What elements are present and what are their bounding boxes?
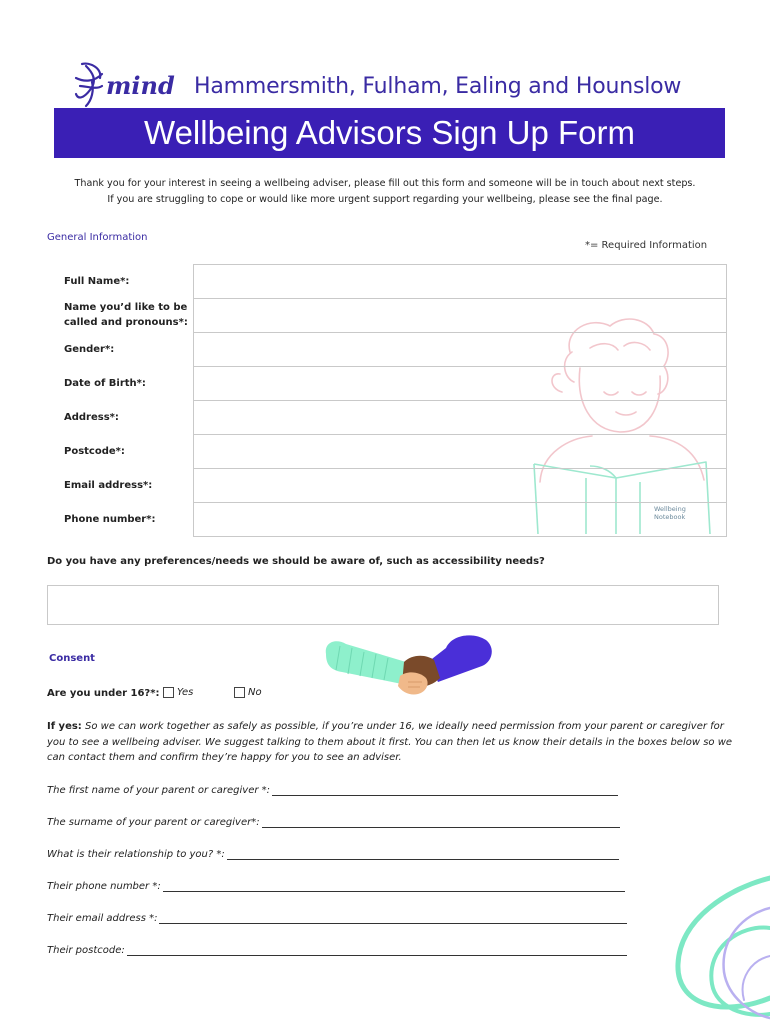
general-information-table — [50, 264, 725, 536]
intro-line-1: Thank you for your interest in seeing a wellbeing adviser, please fill out this form and someone will be in touch about next steps. — [74, 178, 696, 189]
if-yes-paragraph — [47, 719, 737, 766]
parent-first-name-label: The first name of your parent or caregiver *: — [47, 785, 271, 796]
parent-phone-input[interactable] — [163, 881, 625, 892]
date-of-birth-label: Date of Birth*: — [64, 377, 146, 389]
required-information-note: *= Required Information — [585, 240, 708, 251]
gender-input[interactable] — [193, 332, 727, 367]
consent-heading: Consent — [49, 653, 95, 664]
organisation-name: Hammersmith, Fulham, Ealing and Hounslow — [194, 74, 682, 99]
parent-surname-label: The surname of your parent or caregiver*: — [47, 817, 260, 828]
no-checkbox[interactable] — [234, 687, 245, 698]
relationship-line — [47, 849, 619, 860]
field-row-email — [50, 468, 725, 502]
preferences-input[interactable] — [47, 585, 719, 625]
parent-first-name-input[interactable] — [272, 785, 618, 796]
date-of-birth-input[interactable] — [193, 366, 727, 401]
preferred-name-label: Name you’d like to be called and pronouns*: — [64, 302, 188, 328]
parent-postcode-input[interactable] — [127, 945, 627, 956]
parent-email-input[interactable] — [159, 913, 627, 924]
no-label: No — [248, 687, 262, 698]
decorative-swirl — [660, 868, 770, 1024]
preferred-name-input[interactable] — [193, 298, 727, 333]
relationship-label: What is their relationship to you? *: — [47, 849, 225, 860]
relationship-input[interactable] — [227, 849, 619, 860]
full-name-input[interactable] — [193, 264, 727, 299]
email-label: Email address*: — [64, 479, 153, 491]
parent-email-label: Their email address *: — [47, 913, 158, 924]
parent-email-line — [47, 913, 627, 924]
parent-phone-label: Their phone number *: — [47, 881, 161, 892]
field-row-postcode — [50, 434, 725, 468]
parent-postcode-line — [47, 945, 627, 956]
email-input[interactable] — [193, 468, 727, 503]
phone-input[interactable] — [193, 502, 727, 537]
notebook-label-2: Notebook — [654, 513, 686, 521]
intro-line-2: If you are struggling to cope or would like more urgent support regarding your wellbeing, please see the final page. — [107, 194, 663, 205]
under-16-question: Are you under 16?*: — [47, 688, 160, 699]
postcode-input[interactable] — [193, 434, 727, 469]
notebook-label-1: Wellbeing — [654, 505, 686, 513]
field-row-full-name — [50, 264, 725, 298]
full-name-label: Full Name*: — [64, 275, 130, 287]
if-yes-label: If yes: — [47, 721, 82, 732]
yes-label: Yes — [177, 687, 194, 698]
if-yes-text: So we can work together as safely as possible, if you’re under 16, we ideally need permission from your parent or caregiver for you to see a wellbeing adviser. We suggest talking to them about it first. You can then let us know their details in the boxes below so we can contact them and confirm they’re happy for you to see an adviser. — [47, 721, 733, 763]
field-row-gender — [50, 332, 725, 366]
handshake-illustration — [322, 632, 502, 702]
page-title: Wellbeing Advisors Sign Up Form — [144, 114, 635, 151]
yes-checkbox[interactable] — [163, 687, 174, 698]
address-input[interactable] — [193, 400, 727, 435]
field-row-address — [50, 400, 725, 434]
logo-wordmark: mind — [106, 71, 175, 100]
title-banner — [54, 108, 725, 158]
field-row-preferred-name — [50, 298, 725, 332]
mind-logo — [72, 60, 190, 108]
postcode-label: Postcode*: — [64, 445, 125, 457]
parent-first-name-line — [47, 785, 618, 796]
parent-phone-line — [47, 881, 625, 892]
parent-postcode-label: Their postcode: — [47, 945, 125, 956]
field-row-phone — [50, 502, 725, 536]
under-16-no-option[interactable] — [234, 687, 262, 698]
field-row-date-of-birth — [50, 366, 725, 400]
phone-label: Phone number*: — [64, 513, 156, 525]
parent-surname-input[interactable] — [262, 817, 620, 828]
gender-label: Gender*: — [64, 343, 115, 355]
parent-surname-line — [47, 817, 620, 828]
under-16-yes-option[interactable] — [163, 687, 193, 698]
general-information-heading: General Information — [47, 232, 148, 243]
address-label: Address*: — [64, 411, 119, 423]
preferences-question: Do you have any preferences/needs we should be aware of, such as accessibility needs? — [47, 556, 545, 567]
